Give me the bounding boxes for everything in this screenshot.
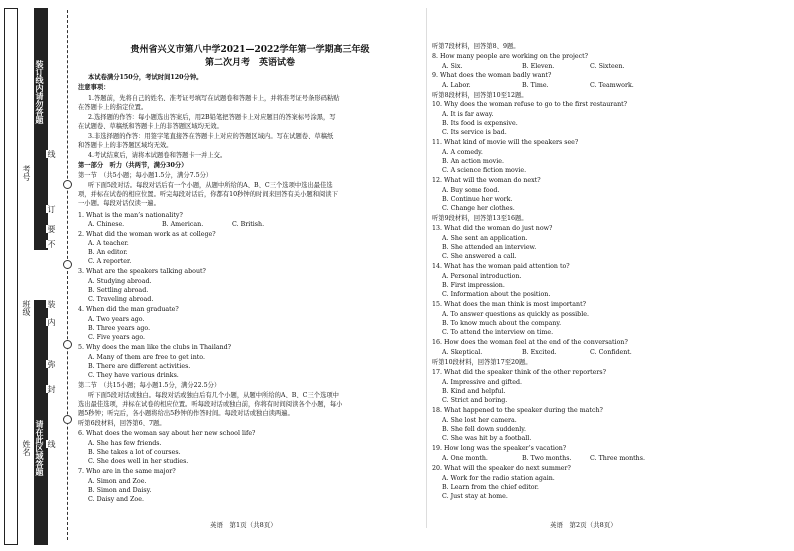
option-a: A. One month. [442, 455, 488, 462]
instruction-line: 听下面5段对话或独白。每段对话或独白后有几个小题，从题中所给的A、B、C三个选项中 [88, 392, 339, 399]
option-a: A. Impressive and gifted. [442, 379, 523, 386]
option-b: B. American. [162, 221, 204, 228]
question-18: 18. What happened to the speaker during the match? [432, 407, 603, 414]
option-c: C. Its service is bad. [442, 129, 507, 136]
question-5: 5. Why does the man like the clubs in Thailand? [78, 344, 232, 351]
page-footer: 英语 第1页（共8页） [210, 521, 277, 529]
seal-char: 不 [47, 240, 56, 248]
binding-strip [0, 0, 74, 551]
option-c: C. Traveling abroad. [88, 296, 154, 303]
notice-line: 在答题卡上的指定位置。 [78, 104, 148, 111]
notice-heading: 注意事项： [78, 84, 110, 91]
question-9: 9. What does the woman badly want? [432, 72, 552, 79]
page-footer: 英语 第2页（共8页） [550, 521, 617, 529]
question-10: 10. Why does the woman refuse to go to the first restaurant? [432, 101, 628, 108]
option-c: C. Information about the position. [442, 291, 551, 298]
option-b: B. Its food is expensive. [442, 120, 518, 127]
notice-line: 4.考试结束后，请将本试题卷和答题卡一并上交。 [88, 152, 227, 159]
seal-circle [63, 340, 72, 349]
question-15: 15. What does the man think is most important? [432, 301, 587, 308]
option-b: B. She attended an interview. [442, 244, 537, 251]
question-3: 3. What are the speakers talking about? [78, 268, 206, 275]
seal-circle [63, 260, 72, 269]
option-c: C. Sixteen. [590, 63, 625, 70]
option-c: C. Five years ago. [88, 334, 146, 341]
question-2: 2. What did the woman work as at college? [78, 231, 216, 238]
option-b: B. Excited. [522, 349, 557, 356]
score-note: 本试卷满分150分，考试时间120分钟。 [88, 74, 203, 81]
option-a: A. Chinese. [88, 221, 125, 228]
seal-line [67, 10, 68, 540]
option-b: B. Time. [522, 82, 549, 89]
instruction-line: 听下面5段对话。每段对话后有一个小题，从题中所给的A、B、C三个选项中选出最佳选 [88, 182, 333, 189]
outer-frame [4, 8, 18, 545]
option-b: B. An editor. [88, 249, 128, 256]
option-a: A. Two years ago. [88, 316, 145, 323]
question-11: 11. What kind of movie will the speakers see? [432, 139, 579, 146]
question-8: 8. How many people are working on the project? [432, 53, 589, 60]
option-b: B. There are different activities. [88, 363, 191, 370]
exam-title: 贵州省兴义市第八中学2021—2022学年第一学期高三年级 [130, 45, 370, 55]
seal-char: 要 [47, 225, 56, 233]
seal-char: 线 [47, 440, 56, 448]
option-a: A. Many of them are free to get into. [88, 354, 205, 361]
notice-line: 在试题卷、草稿纸和答题卡上的非答题区域均无效。 [78, 123, 223, 130]
option-b: B. Kind and helpful. [442, 388, 506, 395]
option-a: A. To answer questions as quickly as possible. [442, 311, 589, 318]
top-notice: 装订线内请勿答题 [35, 60, 45, 124]
option-c: C. British. [232, 221, 265, 228]
instruction-line: 一小题。每段对话仅读一遍。 [78, 200, 160, 207]
kaohao-label: 考号 [22, 165, 31, 181]
option-a: A. Buy some food. [442, 187, 500, 194]
notice-line: 3.非选择题的作答：用签字笔直接答在答题卡上对应的答题区域内。写在试题卷、草稿纸 [88, 133, 334, 140]
option-b: B. To know much about the company. [442, 320, 562, 327]
seal-char: 弥 [47, 360, 56, 368]
seal-char: 内 [47, 318, 56, 326]
option-a: A. Simon and Zoe. [88, 478, 147, 485]
page-divider [426, 8, 427, 528]
question-20: 20. What will the speaker do next summer? [432, 465, 571, 472]
seal-char: 装 [47, 300, 56, 308]
seal-circle [63, 180, 72, 189]
listen-instruction: 听第7段材料，回答第8、9题。 [432, 43, 520, 50]
option-c: C. Change her clothes. [442, 205, 515, 212]
xingming-label: 姓名 [22, 440, 31, 456]
option-c: C. A science fiction movie. [442, 167, 527, 174]
option-a: A. She has few friends. [88, 440, 162, 447]
seal-char: 订 [47, 205, 56, 213]
option-c: C. Just stay at home. [442, 493, 508, 500]
instruction-line: 项，并标在试卷的相应位置。听完每段对话后，你都有10秒钟的时间来回答有关小题和阅读下 [78, 191, 338, 198]
question-6: 6. What does the woman say about her new school life? [78, 430, 256, 437]
listen-instruction: 听第9段材料，回答第13至16题。 [432, 215, 528, 222]
option-c: C. A reporter. [88, 258, 132, 265]
option-b: B. Settling abroad. [88, 287, 149, 294]
question-13: 13. What did the woman do just now? [432, 225, 553, 232]
notice-bar-top [34, 8, 48, 250]
question-7: 7. Who are in the same major? [78, 468, 176, 475]
option-b: B. An action movie. [442, 158, 504, 165]
question-12: 12. What will the woman do next? [432, 177, 541, 184]
question-19: 19. How long was the speaker’s vacation? [432, 445, 567, 452]
option-c: C. They have various drinks. [88, 372, 179, 379]
question-4: 4. When did the man graduate? [78, 306, 179, 313]
option-a: A. A comedy. [442, 149, 483, 156]
option-b: B. First impression. [442, 282, 505, 289]
question-16: 16. How does the woman feel at the end of the conversation? [432, 339, 628, 346]
instruction-line: 题5秒钟；听完后，各小题将给出5秒钟的作答时间。每段对话或独白读两遍。 [78, 410, 294, 417]
option-b: B. Eleven. [522, 63, 555, 70]
section-heading: 第一节 （共5小题；每小题1.5分，满分7.5分） [78, 172, 213, 179]
option-a: A. Labor. [442, 82, 471, 89]
option-b: B. Continue her work. [442, 196, 513, 203]
seal-circle [63, 415, 72, 424]
section-heading: 第二节 （共15小题；每小题1.5分，满分22.5分） [78, 382, 221, 389]
bottom-notice: 请在此区域答题 [35, 420, 45, 476]
listen-instruction: 听第10段材料，回答第17至20题。 [432, 359, 532, 366]
option-c: C. She does well in her studies. [88, 458, 189, 465]
option-a: A. Personal introduction. [442, 273, 522, 280]
listen-instruction: 听第8段材料，回答第10至12题。 [432, 92, 528, 99]
notice-line: 2.选择题的作答：每小题选出答案后，用2B铅笔把答题卡上对应题目的答案标号涂黑，写 [88, 114, 336, 121]
option-b: B. Simon and Daisy. [88, 487, 152, 494]
option-a: A. She sent an application. [442, 235, 528, 242]
option-a: A. She lost her camera. [442, 417, 517, 424]
seal-char: 封 [47, 385, 56, 393]
listen-instruction: 听第6段材料，回答第6、7题。 [78, 420, 166, 427]
option-a: A. Studying abroad. [88, 278, 152, 285]
banji-label: 班级 [22, 300, 31, 316]
option-c: C. She answered a call. [442, 253, 517, 260]
option-c: C. Teamwork. [590, 82, 634, 89]
option-c: C. Three months. [590, 455, 645, 462]
option-c: C. Strict and boring. [442, 397, 508, 404]
option-a: A. Six. [442, 63, 463, 70]
option-b: B. She fell down suddenly. [442, 426, 526, 433]
option-a: A. Work for the radio station again. [442, 475, 555, 482]
option-c: C. She was hit by a football. [442, 435, 532, 442]
question-1: 1. What is the man’s nationality? [78, 212, 183, 219]
seal-char: 线 [47, 150, 56, 158]
exam-subtitle: 第二次月考 英语试卷 [204, 58, 295, 68]
question-17: 17. What did the speaker think of the other reporters? [432, 369, 606, 376]
option-c: C. To attend the interview on time. [442, 329, 554, 336]
part-heading: 第一部分 听力（共两节，满分30分） [78, 162, 188, 169]
option-b: B. Two months. [522, 455, 572, 462]
option-c: C. Daisy and Zoe. [88, 496, 144, 503]
option-b: B. Learn from the chief editor. [442, 484, 539, 491]
option-b: B. She takes a lot of courses. [88, 449, 181, 456]
option-b: B. Three years ago. [88, 325, 151, 332]
notice-line: 1.答题前，先将自己的姓名、准考证号填写在试题卷和答题卡上，并将准考证号条形码粘贴 [88, 95, 340, 102]
instruction-line: 选出最佳选项，并标在试卷的相应位置。听每段对话或独白前，你将有时间阅读各个小题，每小 [78, 401, 343, 408]
option-a: A. It is far away. [442, 111, 494, 118]
question-14: 14. What has the woman paid attention to? [432, 263, 570, 270]
option-c: C. Confident. [590, 349, 632, 356]
notice-line: 和答题卡上的非答题区域均无效。 [78, 142, 173, 149]
option-a: A. Skeptical. [442, 349, 483, 356]
option-a: A. A teacher. [88, 240, 129, 247]
